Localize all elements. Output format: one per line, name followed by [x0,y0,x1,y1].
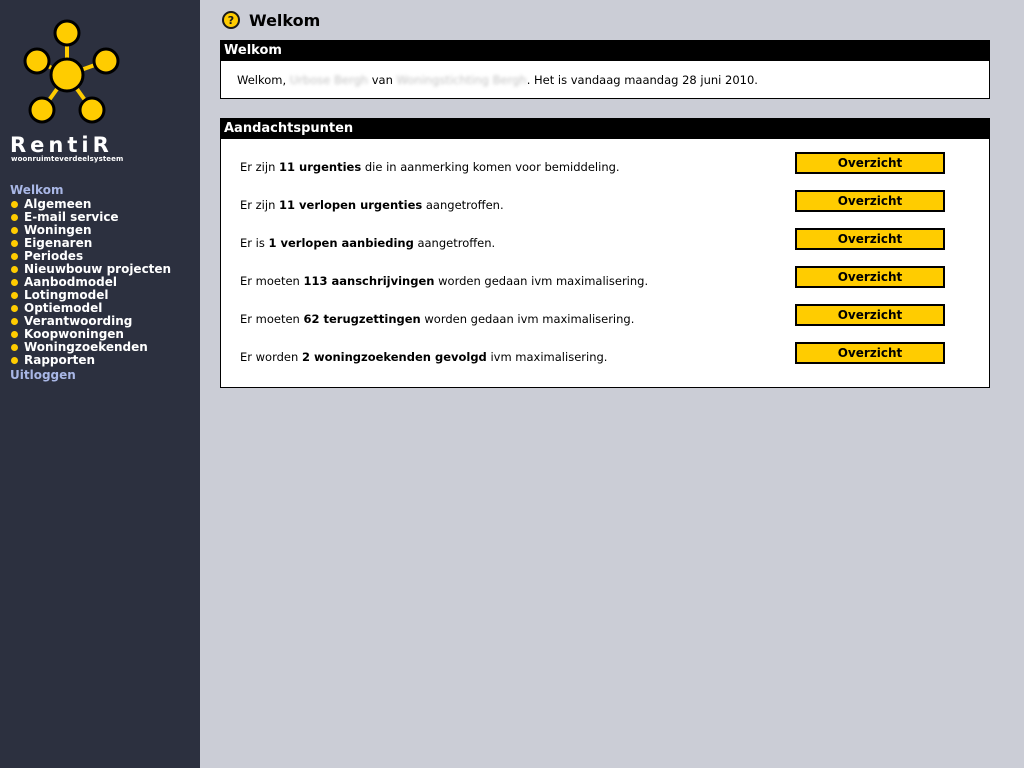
page-title: Welkom [249,10,321,30]
attention-count: 1 verlopen aanbieding [268,236,414,250]
bullet-icon [10,317,19,326]
attention-text [240,274,648,288]
bullet-icon [10,213,19,222]
overzicht-button[interactable]: Overzicht [795,228,945,250]
bullet-icon [10,226,19,235]
sidebar-item-rapporten[interactable] [10,354,171,367]
attention-text-pre: Er zijn [240,198,280,212]
bullet-icon [10,304,19,313]
sidebar-item-label: Periodes [24,249,84,263]
sidebar-item-label: Eigenaren [24,236,93,250]
overzicht-button[interactable]: Overzicht [795,152,945,174]
attention-text-post: aangetroffen. [413,236,496,250]
sidebar-item-label: Woningzoekenden [24,340,148,354]
bullet-icon [10,278,19,287]
attention-row [221,304,989,328]
welcome-connector: van [371,73,393,87]
attention-row [221,266,989,290]
sidebar-item-label: Rapporten [24,353,96,367]
help-icon[interactable]: ? [222,11,240,29]
bullet-icon [10,252,19,261]
bullet-icon [10,200,19,209]
attention-text-pre: Er worden [240,350,302,364]
attention-text-post: worden gedaan ivm maximalisering. [420,312,635,326]
attention-text [240,350,607,364]
attention-text-post: aangetroffen. [422,198,504,212]
sidebar-item-label: Algemeen [24,197,92,211]
sidebar-item-label: E-mail service [24,210,119,224]
attention-row [221,228,989,252]
page-header [222,9,320,31]
attention-text-post: die in aanmerking komen voor bemiddeling. [361,160,620,174]
sidebar-item-label: Nieuwbouw projecten [24,262,172,276]
overzicht-button[interactable]: Overzicht [795,342,945,364]
attention-row [221,152,989,176]
welcome-panel-title: Welkom [221,41,989,61]
welcome-message [237,73,758,87]
welcome-prefix: Welkom, [237,73,287,87]
user-name: Urbose Bergh [289,73,369,87]
sidebar-item-label: Woningen [24,223,92,237]
welcome-panel [220,40,990,99]
attention-text-pre: Er moeten [240,312,304,326]
attention-count: 113 aanschrijvingen [303,274,435,288]
sidebar-item-label: Optiemodel [24,301,103,315]
attention-row [221,190,989,214]
bullet-icon [10,265,19,274]
nav-link-welkom[interactable]: Welkom [10,183,64,197]
sidebar [0,0,200,768]
attention-text-post: worden gedaan ivm maximalisering. [434,274,649,288]
overzicht-button[interactable]: Overzicht [795,266,945,288]
sidebar-nav [10,184,171,382]
sidebar-item-label: Lotingmodel [24,288,109,302]
attention-text [240,198,504,212]
attention-count: 11 urgenties [279,160,362,174]
attention-count: 11 verlopen urgenties [279,198,423,212]
attention-panel-title: Aandachtspunten [221,119,989,139]
attention-text-post: ivm maximalisering. [486,350,608,364]
sidebar-item-label: Verantwoording [24,314,133,328]
overzicht-button[interactable]: Overzicht [795,304,945,326]
organisation-name: Woningstichting Bergh [396,73,527,87]
attention-text [240,312,634,326]
bullet-icon [10,356,19,365]
attention-count: 2 woningzoekenden gevolgd [301,350,487,364]
bullet-icon [10,239,19,248]
nav-link-uitloggen[interactable]: Uitloggen [10,368,76,382]
attention-text-pre: Er is [240,236,269,250]
attention-text-pre: Er moeten [240,274,304,288]
attention-panel [220,118,990,388]
attention-count: 62 terugzettingen [303,312,421,326]
logo-wordmark: RentiR [10,133,113,157]
sidebar-item-label: Aanbodmodel [24,275,117,289]
attention-row [221,342,989,366]
logo-tagline: woonruimteverdeelsysteem [11,155,124,163]
bullet-icon [10,291,19,300]
attention-text [240,160,620,174]
attention-text [240,236,495,250]
bullet-icon [10,343,19,352]
sidebar-item-label: Koopwoningen [24,327,124,341]
welcome-date: . Het is vandaag maandag 28 juni 2010. [526,73,758,87]
overzicht-button[interactable]: Overzicht [795,190,945,212]
bullet-icon [10,330,19,339]
attention-text-pre: Er zijn [240,160,280,174]
